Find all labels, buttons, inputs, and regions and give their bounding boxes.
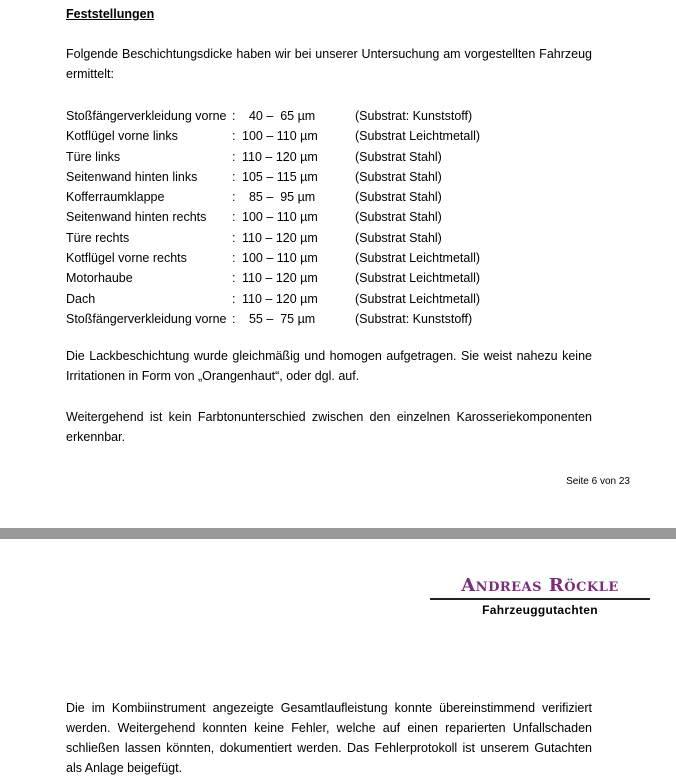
measurement-row (66, 126, 626, 146)
measurement-value: 100 – 110 µm (242, 129, 318, 144)
measurement-substrate: (Substrat Stahl) (355, 230, 442, 245)
measurement-part: Stoßfängerverkleidung vorne (66, 109, 227, 123)
color-match-paragraph: Weitergehend ist kein Farbtonunterschied zwischen den einzelnen Karosseriekomponenten erkennbar. (66, 410, 592, 444)
measurement-row (66, 289, 626, 309)
measurement-value: 100 – 110 µm (242, 210, 318, 225)
measurement-row (66, 147, 626, 167)
measurement-part: Stoßfängerverkleidung vorne (66, 311, 227, 326)
measurement-colon: : (232, 271, 236, 286)
measurement-value: 110 – 120 µm (242, 291, 318, 306)
measurement-substrate: (Substrat Stahl) (355, 190, 442, 205)
measurement-list (66, 106, 626, 329)
measurement-part: Kotflügel vorne rechts (66, 251, 187, 266)
measurement-value: 110 – 120 µm (242, 230, 318, 245)
measurement-part: Türe links (66, 149, 121, 164)
measurement-part: Seitenwand hinten rechts (66, 210, 207, 225)
measurement-colon: : (232, 169, 236, 184)
measurement-part: Kofferraumklappe (66, 190, 165, 205)
measurement-value: 100 – 110 µm (242, 251, 318, 266)
letterhead-logo (430, 575, 650, 618)
mileage-paragraph: Die im Kombiinstrument angezeigte Gesamtlaufleistung konnte übereinstimmend verifiziert werden. Weitergehend konnten keine Fehler, welche auf einen reparierten Unfallschaden schließen lassen könnten, dokumentiert werden. Das Fehlerprotokoll ist unserem Gutachten als Anlage beigefügt. (66, 701, 592, 775)
page-separator (0, 528, 676, 539)
measurement-value: 110 – 120 µm (242, 149, 318, 164)
measurement-colon: : (232, 291, 236, 306)
measurement-substrate: (Substrat Leichtmetall) (355, 291, 481, 306)
measurement-value: 85 – 95 µm (242, 190, 316, 205)
measurement-row (66, 187, 626, 207)
measurement-substrate: (Substrat: Kunststoff) (355, 109, 473, 123)
paint-quality-paragraph: Die Lackbeschichtung wurde gleichmäßig und homogen aufgetragen. Sie weist nahezu keine Irritationen in Form von „Orangenhaut“, oder dgl. auf. (66, 349, 592, 383)
measurement-colon: : (232, 230, 236, 245)
measurement-row (66, 106, 626, 126)
measurement-colon: : (232, 129, 236, 144)
measurement-substrate: (Substrat Leichtmetall) (355, 251, 481, 266)
intro-paragraph: Folgende Beschichtungsdicke haben wir bei unserer Untersuchung am vorgestellten Fahrzeug ermittelt: (66, 47, 592, 81)
brand-subtitle: Fahrzeuggutachten (482, 603, 598, 617)
measurement-value: 55 – 75 µm (242, 311, 316, 326)
measurement-value: 40 – 65 µm (242, 109, 316, 123)
measurement-row (66, 268, 626, 288)
measurement-colon: : (232, 109, 236, 123)
measurement-colon: : (232, 311, 236, 326)
measurement-colon: : (232, 190, 236, 205)
measurement-row (66, 167, 626, 187)
measurement-part: Dach (66, 291, 96, 306)
measurement-part: Türe rechts (66, 230, 130, 245)
measurement-substrate: (Substrat Leichtmetall) (355, 129, 481, 144)
measurement-value: 110 – 120 µm (242, 271, 318, 286)
measurement-colon: : (232, 149, 236, 164)
measurement-substrate: (Substrat Leichtmetall) (355, 271, 481, 286)
brand-underline (430, 598, 650, 600)
measurement-part: Kotflügel vorne links (66, 129, 178, 144)
measurement-part: Motorhaube (66, 271, 133, 286)
measurement-colon: : (232, 251, 236, 266)
measurement-row (66, 207, 626, 227)
measurement-row (66, 309, 626, 329)
measurement-substrate: (Substrat Stahl) (355, 149, 442, 164)
measurement-part: Seitenwand hinten links (66, 169, 198, 184)
measurement-colon: : (232, 210, 236, 225)
measurement-value: 105 – 115 µm (242, 169, 318, 184)
section-heading: Feststellungen (66, 7, 155, 21)
brand-name: Andreas Röckle (461, 575, 619, 596)
page-number: Seite 6 von 23 (566, 476, 630, 487)
measurement-substrate: (Substrat Stahl) (355, 210, 442, 225)
measurement-row (66, 248, 626, 268)
measurement-substrate: (Substrat Stahl) (355, 169, 442, 184)
measurement-row (66, 228, 626, 248)
measurement-substrate: (Substrat: Kunststoff) (355, 311, 473, 326)
